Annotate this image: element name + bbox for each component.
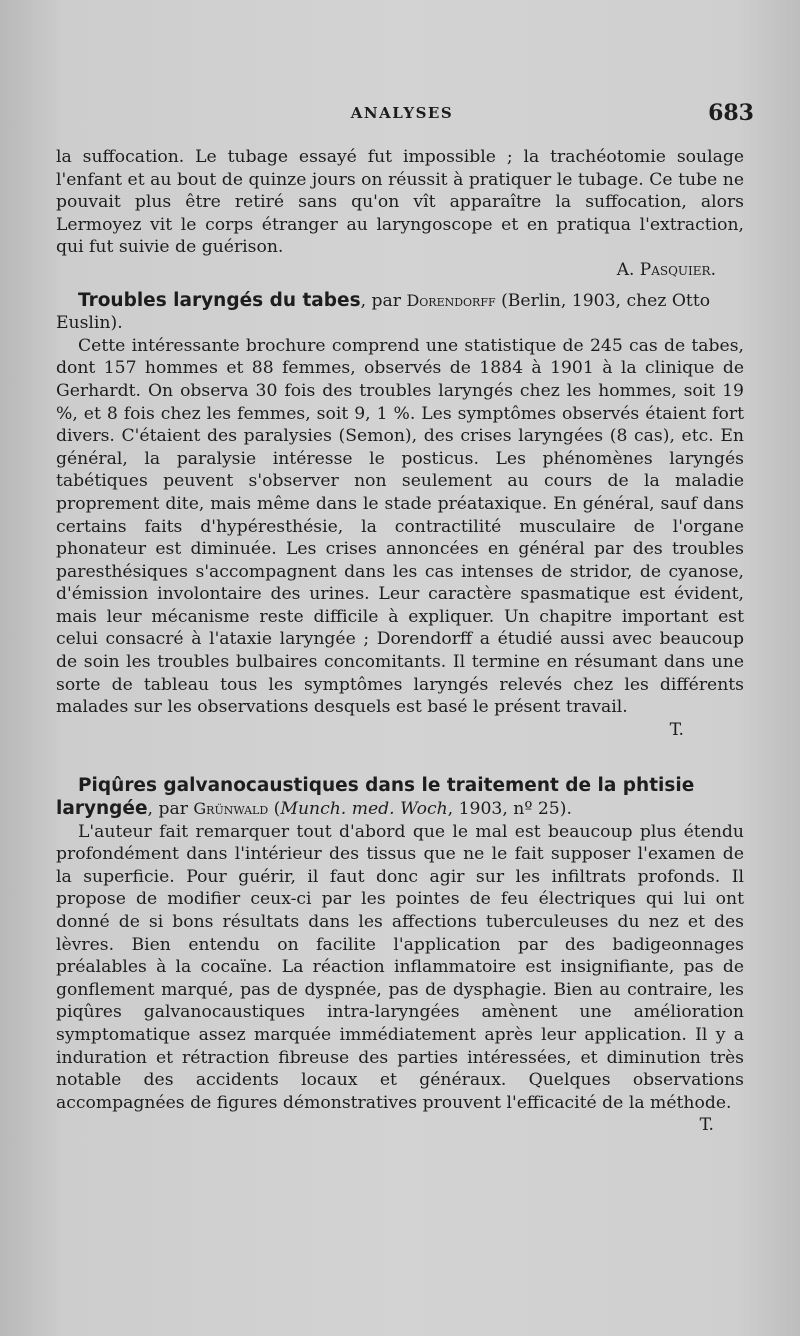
byline-text: , par: [360, 290, 407, 311]
article-author: Grünwald: [193, 799, 269, 819]
byline-text: , par: [147, 799, 194, 820]
article-source-open: (: [268, 799, 281, 820]
page-number: 683: [708, 100, 754, 126]
signature-t: T.: [669, 719, 684, 740]
article-body-tabes: Cette intéressante brochure comprend une statistique de 245 cas de tabes, dont 157 hommes et 88 femmes, observés de 1884 à 1901 à la clinique de Gerhardt. On observa 30 fois des troubles laryngés chez les hommes, soit 19 %, et 8 fois chez les femmes, soit 9, 1 %. Les symptômes observés étaient fort divers. C'étaient des paralysies (Semon), des crises laryngées (8 cas), etc. En général, la paralysie intéresse le posticus. Les phénomènes laryngés tabétiques peuvent s'observer non seulement au cours de la maladie proprement dite, mais même dans le stade préataxique. En général, sauf dans certains faits d'hypéresthésie, la contractilité musculaire de l'organe phonateur est diminuée. Les crises annoncées en général par des troubles paresthésiques s'accompagnent dans les cas intenses de stridor, de cyanose, d'émission involontaire des urines. Leur caractère spasmatique est évident, mais leur mécanisme reste difficile à expliquer. Un chapitre important est celui consacré à l'ataxie laryngée ; Dorendorff a étudié aussi avec beaucoup de soin les troubles bulbaires concomitants. Il termine en résumant dans une sorte de tableau tous les symptômes laryngés relevés chez les différents malades sur les observations desquels est basé le présent travail.: [56, 335, 744, 718]
signature-t-final: T.: [699, 1115, 714, 1136]
article-title: Piqûres galvanocaustiques dans le traitement de la phtisie laryngée: [56, 775, 695, 820]
article-source-close: , 1903, nº 25).: [447, 799, 572, 820]
section-gap: [56, 741, 744, 775]
article-heading-tabes: [56, 290, 744, 335]
article-heading-galvanocaustic: [56, 775, 744, 820]
page-body: [56, 146, 744, 1137]
article-author: Dorendorff: [406, 290, 496, 310]
running-head: ANALYSES: [350, 104, 454, 122]
article-continuation-text: la suffocation. Le tubage essayé fut impossible ; la trachéotomie soulage l'enfant et au bout de quinze jours on réussit à pratiquer le tubage. Ce tube ne pouvait plus être retiré sans qu'on vît apparaître la suffocation, alors Lermoyez vit le corps étranger au laryngoscope et en pratiqua l'extraction, qui fut suivie de guérison.: [56, 147, 744, 258]
article-source: (Berlin, 1903, chez Otto Euslin).: [56, 290, 711, 334]
article-title: Troubles laryngés du tabes: [78, 289, 361, 311]
page-header: [50, 100, 754, 132]
signature-pasquier: A. Pasquier.: [616, 259, 716, 280]
journal-name: Munch. med. Woch: [280, 799, 448, 820]
article-body-galvanocaustic: L'auteur fait remarquer tout d'abord que le mal est beaucoup plus étendu profondément dans l'intérieur des tissus que ne le fait supposer l'examen de la superficie. Pour guérir, il faut donc agir sur les infiltrats profonds. Il propose de modifier ceux-ci par les pointes de feu électriques qui lui ont donné de si bons résultats dans les affections tuberculeuses du nez et des lèvres. Bien entendu on facilite l'application par des badigeonnages préalables à la cocaïne. La réaction inflammatoire est insignifiante, pas de gonflement marqué, pas de dyspnée, pas de dysphagie. Bien au contraire, les piqûres galvanocaustiques intra-laryngées amènent une amélioration symptomatique assez marquée immédiatement après leur application. Il y a induration et rétraction fibreuse des parties intéressées, et diminution très notable des accidents locaux et généraux. Quelques observations accompagnées de figures démonstratives prouvent l'efficacité de la méthode.: [56, 821, 744, 1113]
